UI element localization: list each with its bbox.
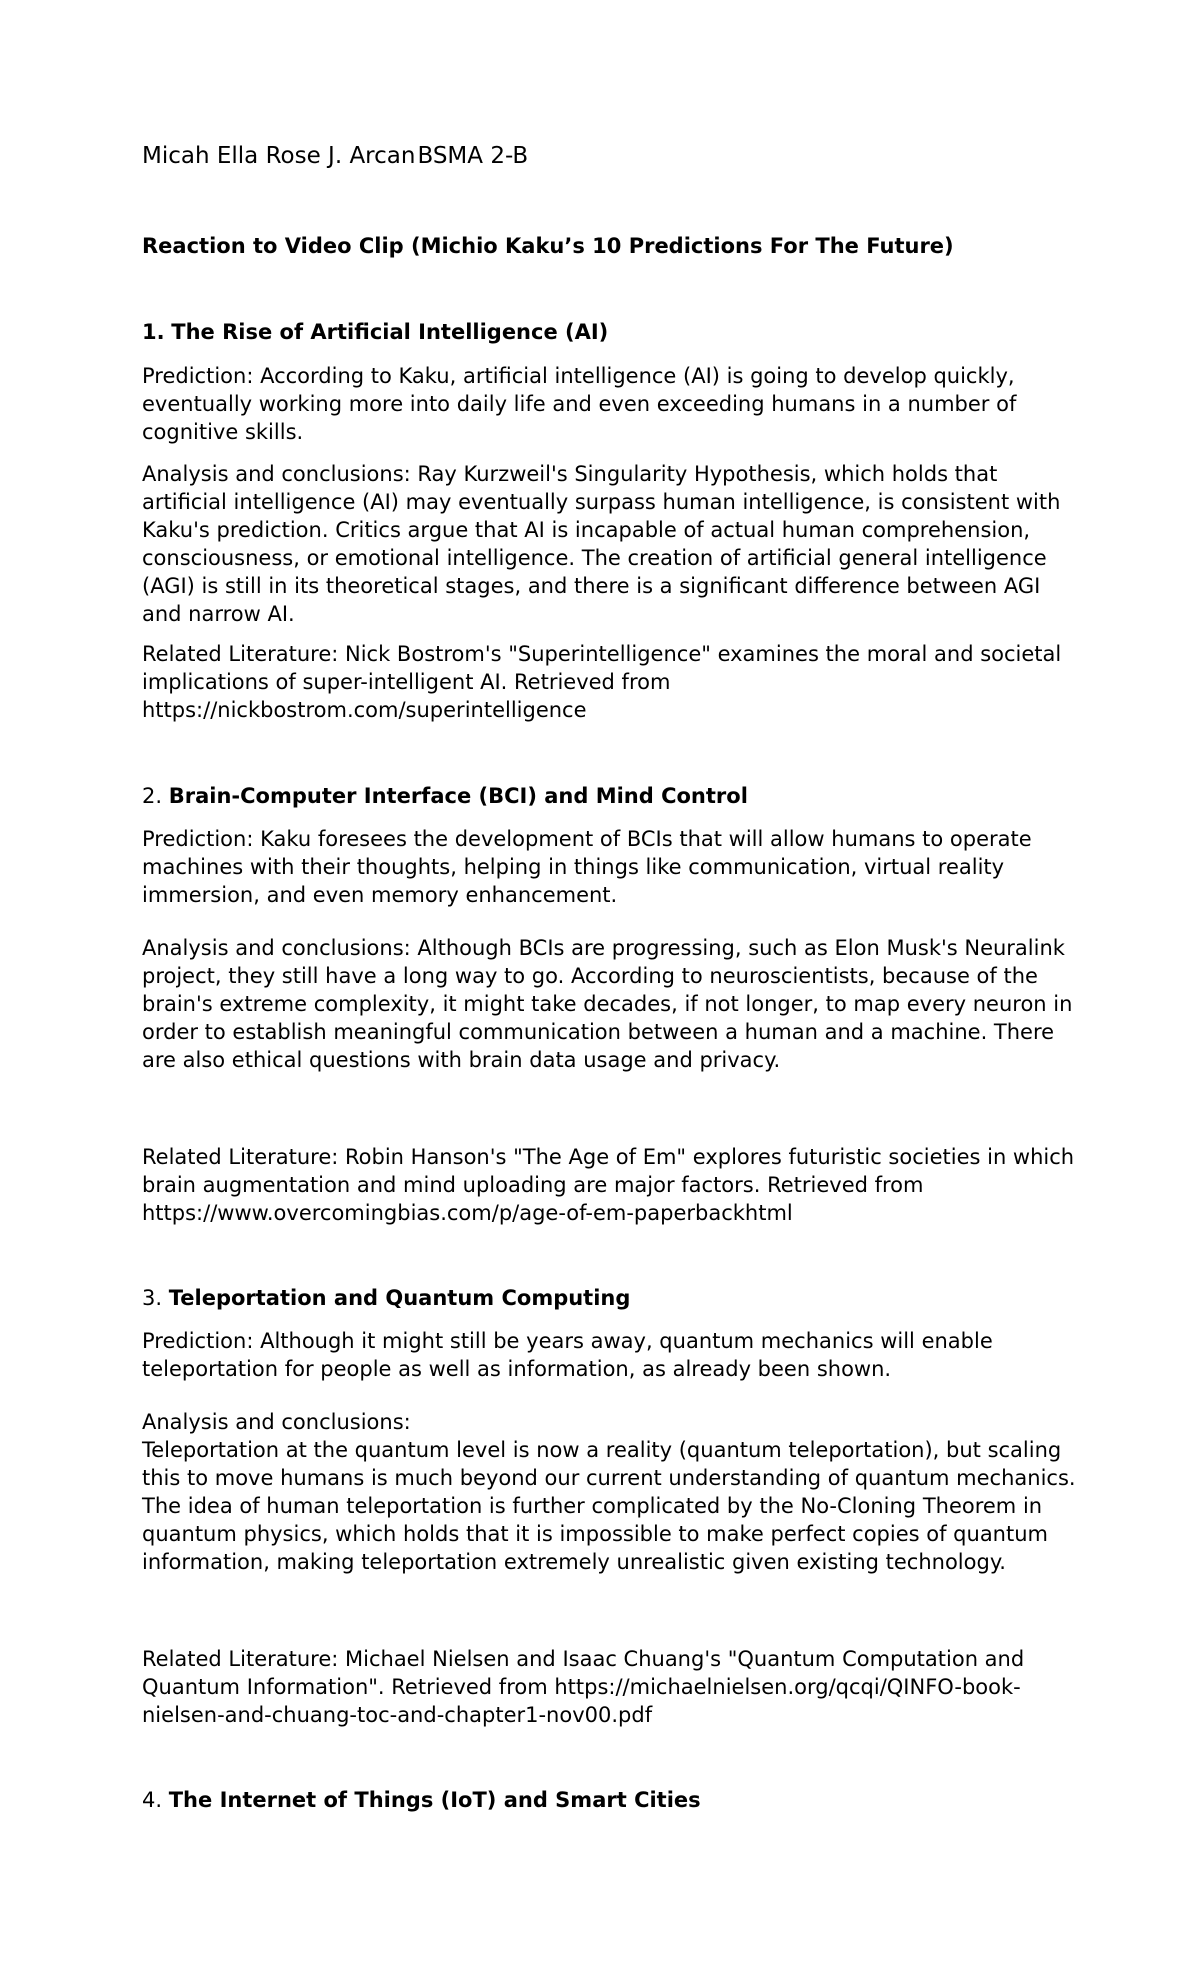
section-2-literature: Related Literature: Robin Hanson's "The Age of Em" explores futuristic societies in which brain augmentation and mind uploading are major factors. Retrieved from https://www.overcomingbias.com/p/age-of-em-paperbackhtml — [142, 1145, 1075, 1225]
section-number: 2. — [142, 784, 163, 808]
section-3-literature: Related Literature: Michael Nielsen and Isaac Chuang's "Quantum Computation and Quantum Information". Retrieved from https://michaelnielsen.org/qcqi/QINFO-book-nielsen-and-chuang-toc-and-chapter1-nov00.pdf — [142, 1647, 1025, 1727]
document-title: Reaction to Video Clip (Michio Kaku’s 10 Predictions For The Future) — [142, 234, 954, 258]
section-1-literature: Related Literature: Nick Bostrom's "Superintelligence" examines the moral and societal implications of super-intelligent AI. Retrieved from https://nickbostrom.com/superintelligence — [142, 642, 1062, 722]
section-heading-text: Brain-Computer Interface (BCI) and Mind Control — [168, 784, 748, 808]
class-section: BSMA 2-B — [417, 143, 529, 169]
section-number: 4. — [142, 1788, 163, 1812]
section-heading-3 — [142, 1284, 1082, 1312]
section-heading-text: The Rise of Artificial Intelligence (AI) — [171, 320, 609, 344]
section-3-analysis: Teleportation at the quantum level is now a reality (quantum teleportation), but scaling this to move humans is much beyond our current understanding of quantum mechanics. The idea of human teleportation is further complicated by the No-Cloning Theorem in quantum physics, which holds that it is impossible to make perfect copies of quantum information, making teleportation extremely unrealistic given existing technology. — [142, 1438, 1076, 1574]
section-3-analysis-label: Analysis and conclusions: — [142, 1410, 411, 1434]
section-heading-4 — [142, 1786, 1082, 1814]
section-number: 3. — [142, 1286, 163, 1310]
section-heading-text: Teleportation and Quantum Computing — [168, 1286, 631, 1310]
section-heading-1 — [142, 318, 1082, 346]
section-number: 1. — [142, 320, 165, 344]
section-3-prediction: Prediction: Although it might still be years away, quantum mechanics will enable teleportation for people as well as information, as already been shown. — [142, 1329, 993, 1381]
section-1-prediction: Prediction: According to Kaku, artificial intelligence (AI) is going to develop quickly, eventually working more into daily life and even exceeding humans in a number of cognitive skills. — [142, 364, 1017, 444]
section-1-analysis: Analysis and conclusions: Ray Kurzweil's Singularity Hypothesis, which holds that artificial intelligence (AI) may eventually surpass human intelligence, is consistent with Kaku's prediction. Critics argue that AI is incapable of actual human comprehension, consciousness, or emotional intelligence. The creation of artificial general intelligence (AGI) is still in its theoretical stages, and there is a significant difference between AGI and narrow AI. — [142, 462, 1061, 626]
document-header — [142, 142, 1082, 170]
section-2-analysis: Analysis and conclusions: Although BCIs are progressing, such as Elon Musk's Neuralink project, they still have a long way to go. According to neuroscientists, because of the brain's extreme complexity, it might take decades, if not longer, to map every neuron in order to establish meaningful communication between a human and a machine. There are also ethical questions with brain data usage and privacy. — [142, 936, 1073, 1072]
author-name: Micah Ella Rose J. Arcan — [142, 143, 416, 169]
section-heading-text: The Internet of Things (IoT) and Smart Cities — [168, 1788, 701, 1812]
section-heading-2 — [142, 782, 1082, 810]
section-2-prediction: Prediction: Kaku foresees the development of BCIs that will allow humans to operate machines with their thoughts, helping in things like communication, virtual reality immersion, and even memory enhancement. — [142, 827, 1032, 907]
